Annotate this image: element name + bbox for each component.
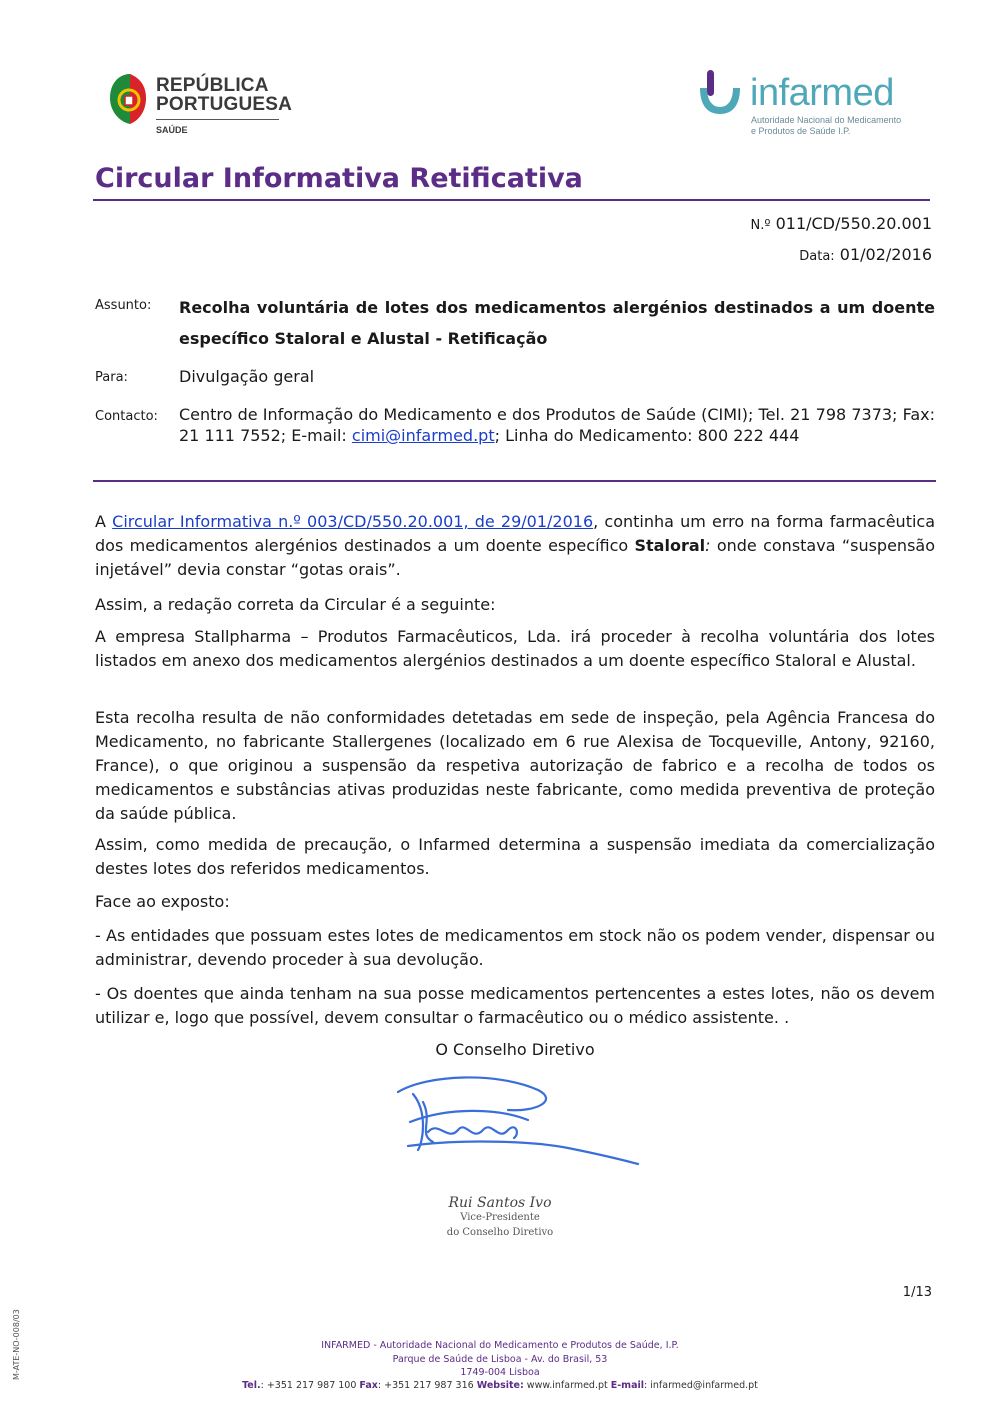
footer-address: Parque de Saúde de Lisboa - Av. do Brasil, 53 [392, 1354, 608, 1365]
header-divider [93, 480, 936, 482]
p1-colon: : [705, 536, 711, 555]
footer-fax: : +351 217 987 316 [377, 1380, 477, 1391]
para-label: Para: [95, 370, 128, 385]
date-label: Data: [799, 249, 835, 264]
republica-portuguesa-logo [108, 72, 298, 142]
footer-tel: : +351 217 987 100 [260, 1380, 360, 1391]
paragraph-measure: Assim, como medida de precaução, o Infarmed determina a suspensão imediata da comercialização destes lotes dos referidos medicamentos. [95, 835, 935, 878]
paragraph-recall: A empresa Stallpharma – Produtos Farmacêuticos, Lda. irá proceder à recolha voluntária dos lotes listados em anexo dos medicamentos alergénios destinados a um doente específico Staloral e Alustal. [95, 627, 935, 670]
paragraph-face: Face ao exposto: [95, 892, 230, 911]
signer-name: Rui Santos Ivo [448, 1195, 552, 1211]
footer-fax-label: Fax [359, 1380, 378, 1391]
footer-web: www.infarmed.pt [523, 1380, 611, 1391]
paragraph-reason: Esta recolha resulta de não conformidades detetadas em sede de inspeção, pela Agência Francesa do Medicamento, no fabricante Stallergenes (localizado em 6 rue Alexisa de Tocqueville, Antony, 92160, France), o que originou a suspensão da respetiva autorização de fabrico e a recolha de todos os medicamentos e substâncias ativas produzidas neste fabricante, como medida preventiva de proteção da saúde pública. [95, 708, 935, 823]
footer-postcode: 1749-004 Lisboa [460, 1367, 540, 1378]
paragraph-intro: Assim, a redação correta da Circular é a seguinte: [95, 595, 496, 614]
footer-org: INFARMED - Autoridade Nacional do Medicamento e Produtos de Saúde, I.P. [321, 1340, 679, 1351]
paragraph-correction [95, 510, 935, 582]
signer-body: do Conselho Diretivo [446, 1227, 554, 1238]
contacto-label: Contacto: [95, 409, 158, 424]
p1-mid: , continha um erro na forma farmacêutica dos medicamentos alergénios destinados a um doente específico [95, 512, 936, 555]
para-value: Divulgação geral [179, 367, 315, 386]
footer-contacts [0, 1380, 1000, 1391]
logo-divider [156, 119, 279, 120]
logo-line-saude: SAÚDE [156, 125, 188, 135]
contacto-text-post: ; Linha do Medicamento: 800 222 444 [494, 426, 800, 445]
logo-line-portuguesa: PORTUGUESA [156, 94, 293, 115]
paragraph-patients: - Os doentes que ainda tenham na sua posse medicamentos pertencentes a estes lotes, não os devem utilizar e, logo que possível, devem consultar o farmacêutico ou o médico assistente. . [95, 984, 935, 1027]
p1-pre: A [95, 512, 113, 531]
form-code: M-ATE-NO-008/03 [12, 1309, 21, 1380]
date-value: 01/02/2016 [839, 245, 932, 264]
assunto-label: Assunto: [95, 298, 152, 313]
infarmed-tagline-1: Autoridade Nacional do Medicamento [751, 115, 902, 125]
footer-web-label: Website: [476, 1380, 524, 1391]
title-divider [93, 199, 930, 201]
signoff: O Conselho Diretivo [435, 1040, 595, 1059]
circular-date [799, 245, 932, 264]
infarmed-mark-icon [694, 66, 748, 122]
logo-line-republica: REPÚBLICA [156, 75, 269, 96]
p1-post: onde constava “suspensão injetável” devia constar “gotas orais”. [95, 536, 935, 579]
assunto-value: Recolha voluntária de lotes dos medicamentos alergénios destinados a um doente específico Staloral e Alustal - Retificação [179, 298, 935, 348]
infarmed-tagline-2: e Produtos de Saúde I.P. [751, 126, 851, 136]
signer-role: Vice-Presidente [460, 1212, 540, 1223]
contacto-text-pre: Centro de Informação do Medicamento e dos Produtos de Saúde (CIMI); Tel. 21 798 7373; Fax: 21 111 7552; E-mail: [179, 405, 935, 445]
footer-email: : infarmed@infarmed.pt [644, 1380, 758, 1391]
number-label: N.º [750, 218, 771, 233]
footer-tel-label: Tel. [242, 1380, 261, 1391]
contact-email-link[interactable]: cimi@infarmed.pt [351, 426, 495, 445]
footer-email-label: E-mail [610, 1380, 645, 1391]
document-title: Circular Informativa Retificativa [95, 163, 583, 194]
coat-of-arms-icon [108, 72, 150, 127]
page-number: 1/13 [902, 1285, 932, 1300]
infarmed-wordmark: infarmed [750, 72, 894, 114]
number-value: 011/CD/550.20.001 [775, 214, 932, 233]
infarmed-logo [694, 66, 904, 142]
previous-circular-link[interactable]: Circular Informativa n.º 003/CD/550.20.001, de 29/01/2016 [112, 512, 594, 531]
circular-number [751, 214, 933, 233]
contacto-value [179, 404, 935, 446]
signature-image [388, 1072, 648, 1172]
p1-product-name: Staloral [634, 536, 706, 555]
paragraph-entities: - As entidades que possuam estes lotes de medicamentos em stock não os podem vender, dispensar ou administrar, devendo proceder à sua devolução. [95, 926, 935, 969]
